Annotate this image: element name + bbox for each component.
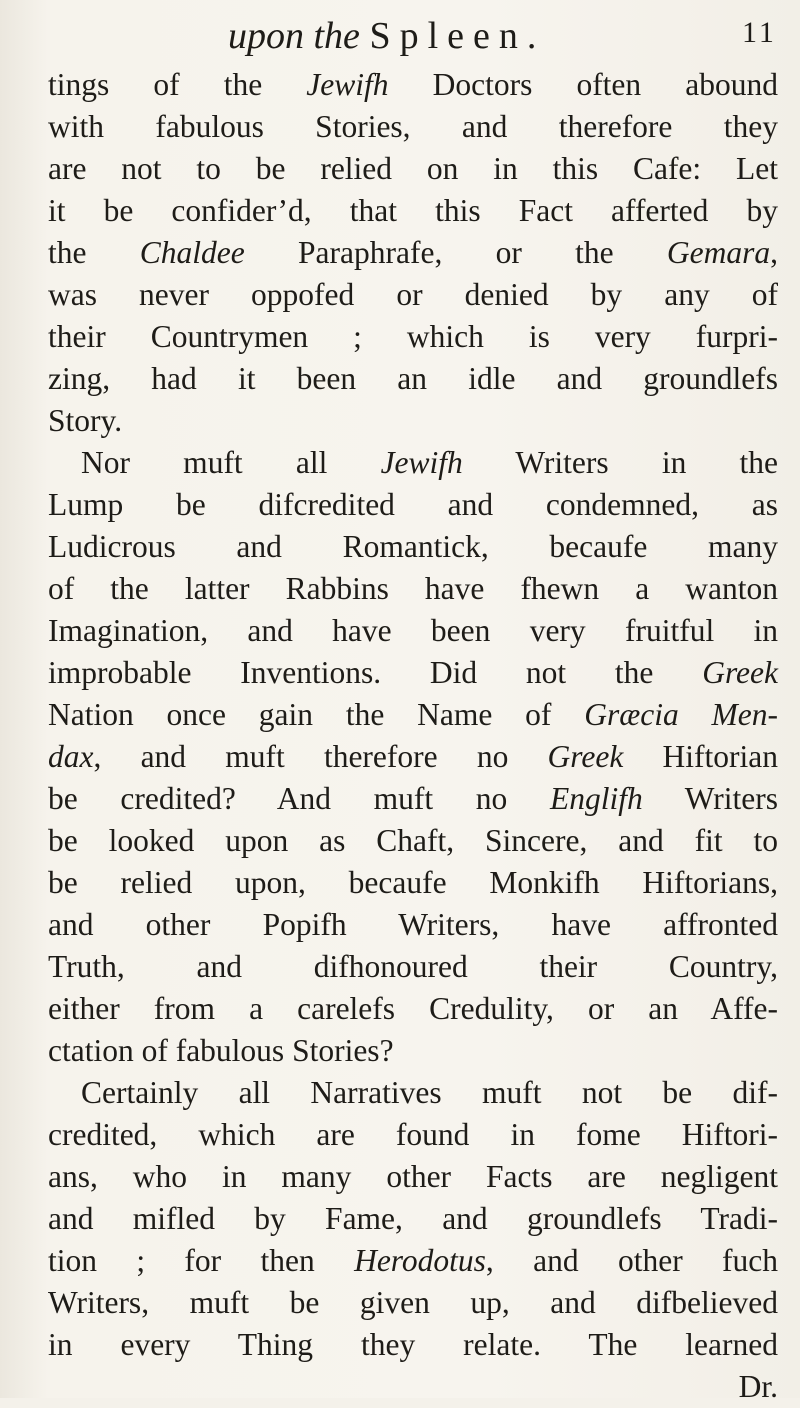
text-run: the (48, 235, 140, 270)
text-line (48, 1282, 778, 1324)
text-run: in every Thing they relate. The learned (48, 1327, 778, 1362)
text-line (48, 736, 778, 778)
text-run: Writers, muft be given up, and difbelieved (48, 1285, 778, 1320)
text-line (48, 358, 778, 400)
text-run: their Countrymen ; which is very furpri- (48, 319, 778, 354)
text-line (48, 484, 778, 526)
text-line (48, 1072, 778, 1114)
text-line (48, 190, 778, 232)
text-run: it be confider’d, that this Fact afferted by (48, 193, 778, 228)
italic-word: Greek (547, 739, 624, 774)
text-run: Nor muft all (81, 445, 381, 480)
text-line (48, 1114, 778, 1156)
italic-word: Herodotus (354, 1243, 486, 1278)
italic-word: Gemara (666, 235, 771, 270)
text-line (48, 232, 778, 274)
text-run: , and other fuch (485, 1243, 778, 1278)
text-line (48, 904, 778, 946)
italic-word: dax (48, 739, 94, 774)
text-line (48, 568, 778, 610)
text-run: of the latter Rabbins have fhewn a wanton (48, 571, 778, 606)
text-line (48, 1240, 778, 1282)
text-run: with fabulous Stories, and therefore they (48, 109, 778, 144)
running-title-caps: Spleen. (369, 15, 546, 57)
text-run: Dr. (738, 1369, 778, 1404)
text-line (48, 442, 778, 484)
running-title-italic: upon the (228, 15, 360, 57)
text-line (48, 652, 778, 694)
text-line (48, 820, 778, 862)
page-number: 11 (742, 16, 777, 49)
text-run: Paraphrafe, or the (244, 235, 667, 270)
text-run: and mifled by Fame, and groundlefs Tradi- (48, 1201, 778, 1236)
text-run: Nation once gain the Name of (48, 697, 585, 732)
text-run: Certainly all Narratives muft not be dif- (81, 1075, 778, 1110)
italic-word: Jewifh (306, 67, 389, 102)
text-line (48, 148, 778, 190)
italic-word: Chaldee (139, 235, 245, 270)
running-head (0, 14, 800, 64)
text-line (48, 400, 778, 442)
italic-word: Englifh (549, 781, 643, 816)
italic-word: Greek (702, 655, 778, 690)
text-run: ans, who in many other Facts are negligent (48, 1159, 778, 1194)
text-run: Story. (48, 403, 123, 438)
text-line (48, 610, 778, 652)
text-line (48, 274, 778, 316)
text-line (48, 1156, 778, 1198)
text-line (48, 862, 778, 904)
text-run: , (770, 235, 778, 270)
text-run: tings of the (48, 67, 307, 102)
text-line (48, 1030, 778, 1072)
text-run: credited, which are found in fome Hiftori- (48, 1117, 778, 1152)
text-run: Lump be difcredited and condemned, as (48, 487, 778, 522)
text-run: either from a carelefs Credulity, or an Affe- (48, 991, 778, 1026)
text-run: ctation of fabulous Stories? (48, 1033, 394, 1068)
text-run: tion ; for then (48, 1243, 355, 1278)
text-line (48, 106, 778, 148)
text-run: , and muft therefore no (93, 739, 548, 774)
text-line (48, 694, 778, 736)
text-run: be credited? And muft no (48, 781, 550, 816)
text-run: Hiftorian (623, 739, 778, 774)
text-run: zing, had it been an idle and groundlefs (48, 361, 778, 396)
running-title (228, 14, 545, 58)
text-line (48, 64, 778, 106)
text-run: are not to be relied on in this Cafe: Let (48, 151, 778, 186)
italic-word: Jewifh (380, 445, 463, 480)
body-text (48, 64, 778, 1408)
text-run: Imagination, and have been very fruitful in (48, 613, 778, 648)
text-line (48, 778, 778, 820)
text-line (48, 988, 778, 1030)
text-run: improbable Inventions. Did not the (48, 655, 703, 690)
text-run: be relied upon, becaufe Monkifh Hiftorians, (48, 865, 778, 900)
text-run: Truth, and difhonoured their Country, (48, 949, 778, 984)
text-run: Ludicrous and Romantick, becaufe many (48, 529, 778, 564)
text-line (48, 1324, 778, 1366)
text-run: Doctors often abound (388, 67, 778, 102)
italic-word: Græcia Men- (584, 697, 778, 732)
text-run: was never oppofed or denied by any of (48, 277, 778, 312)
text-line (48, 1366, 778, 1408)
text-line (48, 1198, 778, 1240)
text-line (48, 316, 778, 358)
text-line (48, 526, 778, 568)
text-line (48, 946, 778, 988)
text-run: Writers in the (462, 445, 778, 480)
text-run: be looked upon as Chaft, Sincere, and fit to (48, 823, 778, 858)
text-run: Writers (642, 781, 779, 816)
text-run: and other Popifh Writers, have affronted (48, 907, 778, 942)
